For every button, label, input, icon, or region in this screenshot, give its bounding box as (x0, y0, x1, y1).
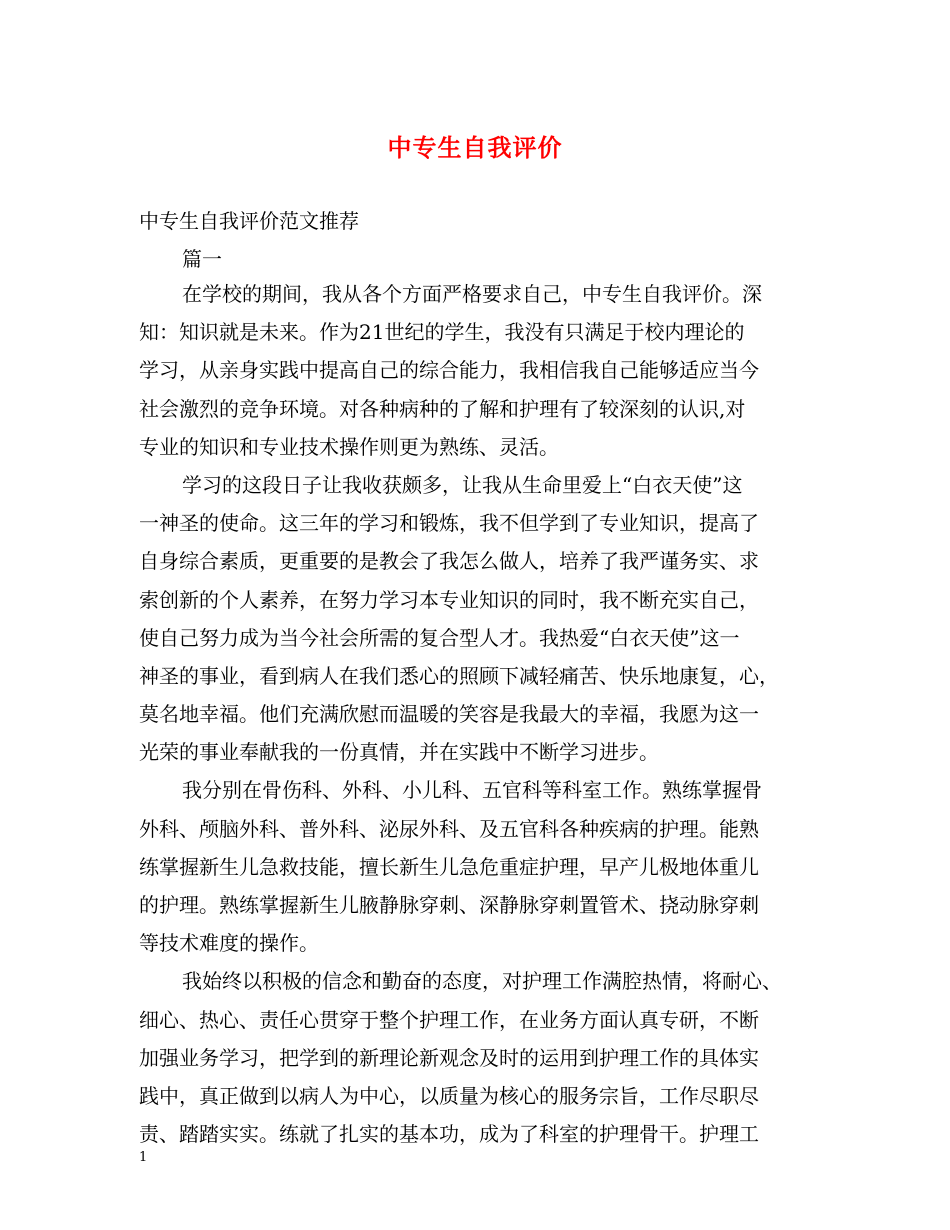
paragraph-line: 在学校的期间，我从各个方面严格要求自己，中专生自我评价。深 (182, 282, 762, 306)
paragraph-line: 社会激烈的竞争环境。对各种病种的了解和护理有了较深刻的认识,对 (139, 396, 746, 421)
paragraph-line: 学习的这段日子让我收获颇多，让我从生命里爱上“白衣天使”这 (182, 472, 743, 497)
paragraph-line: 的护理。熟练掌握新生儿腋静脉穿刺、深静脉穿刺置管术、挠动脉穿刺 (139, 893, 759, 917)
paragraph-line: 加强业务学习，把学到的新理论新观念及时的运用到护理工作的具体实 (139, 1045, 759, 1070)
document-title: 中专生自我评价 (387, 133, 563, 162)
paragraph-line: 索创新的个人素养，在努力学习本专业知识的同时，我不断充实自己， (139, 587, 759, 612)
paragraph-line: 使自己努力成为当今社会所需的复合型人才。我热爱“白衣天使”这一 (139, 625, 740, 650)
paragraph-line: 一神圣的使命。这三年的学习和锻炼，我不但学到了专业知识，提高了 (139, 511, 759, 536)
paragraph-line: 等技术难度的操作。 (139, 931, 319, 956)
paragraph-line: 践中，真正做到以病人为中心，以质量为核心的服务宗旨，工作尽职尽 (139, 1083, 759, 1108)
paragraph-line: 细心、热心、责任心贯穿于整个护理工作，在业务方面认真专研，不断 (139, 1007, 759, 1032)
section-heading: 篇一 (182, 247, 222, 271)
paragraph-line: 神圣的事业，看到病人在我们悉心的照顾下减轻痛苦、快乐地康复，心， (139, 663, 779, 688)
paragraph-line: 自身综合素质，更重要的是教会了我怎么做人，培养了我严谨务实、求 (139, 549, 759, 574)
paragraph-line: 专业的知识和专业技术操作则更为熟练、灵活。 (139, 434, 559, 459)
paragraph-line: 学习，从亲身实践中提高自己的综合能力，我相信我自己能够适应当今 (139, 358, 759, 383)
body-text (139, 275, 831, 1153)
paragraph-line: 莫名地幸福。他们充满欣慰而温暖的笑容是我最大的幸福，我愿为这一 (139, 702, 759, 727)
page-number: 1 (139, 1150, 148, 1165)
paragraph-line: 我分别在骨伤科、外科、小儿科、五官科等科室工作。熟练掌握骨 (182, 778, 762, 803)
paragraph-line: 外科、颅脑外科、普外科、泌尿外科、及五官科各种疾病的护理。能熟 (139, 816, 759, 841)
paragraph-line: 练掌握新生儿急救技能，擅长新生儿急危重症护理，早产儿极地体重儿 (139, 854, 759, 879)
paragraph-line: 知：知识就是未来。作为21世纪的学生，我没有只满足于校内理论的 (139, 320, 745, 345)
document-subtitle: 中专生自我评价范文推荐 (139, 209, 359, 233)
paragraph-line: 责、踏踏实实。练就了扎实的基本功，成为了科室的护理骨干。护理工 (139, 1122, 759, 1147)
paragraph-line: 我始终以积极的信念和勤奋的态度，对护理工作满腔热情，将耐心、 (182, 969, 782, 994)
paragraph-line: 光荣的事业奉献我的一份真情，并在实践中不断学习进步。 (139, 740, 659, 765)
